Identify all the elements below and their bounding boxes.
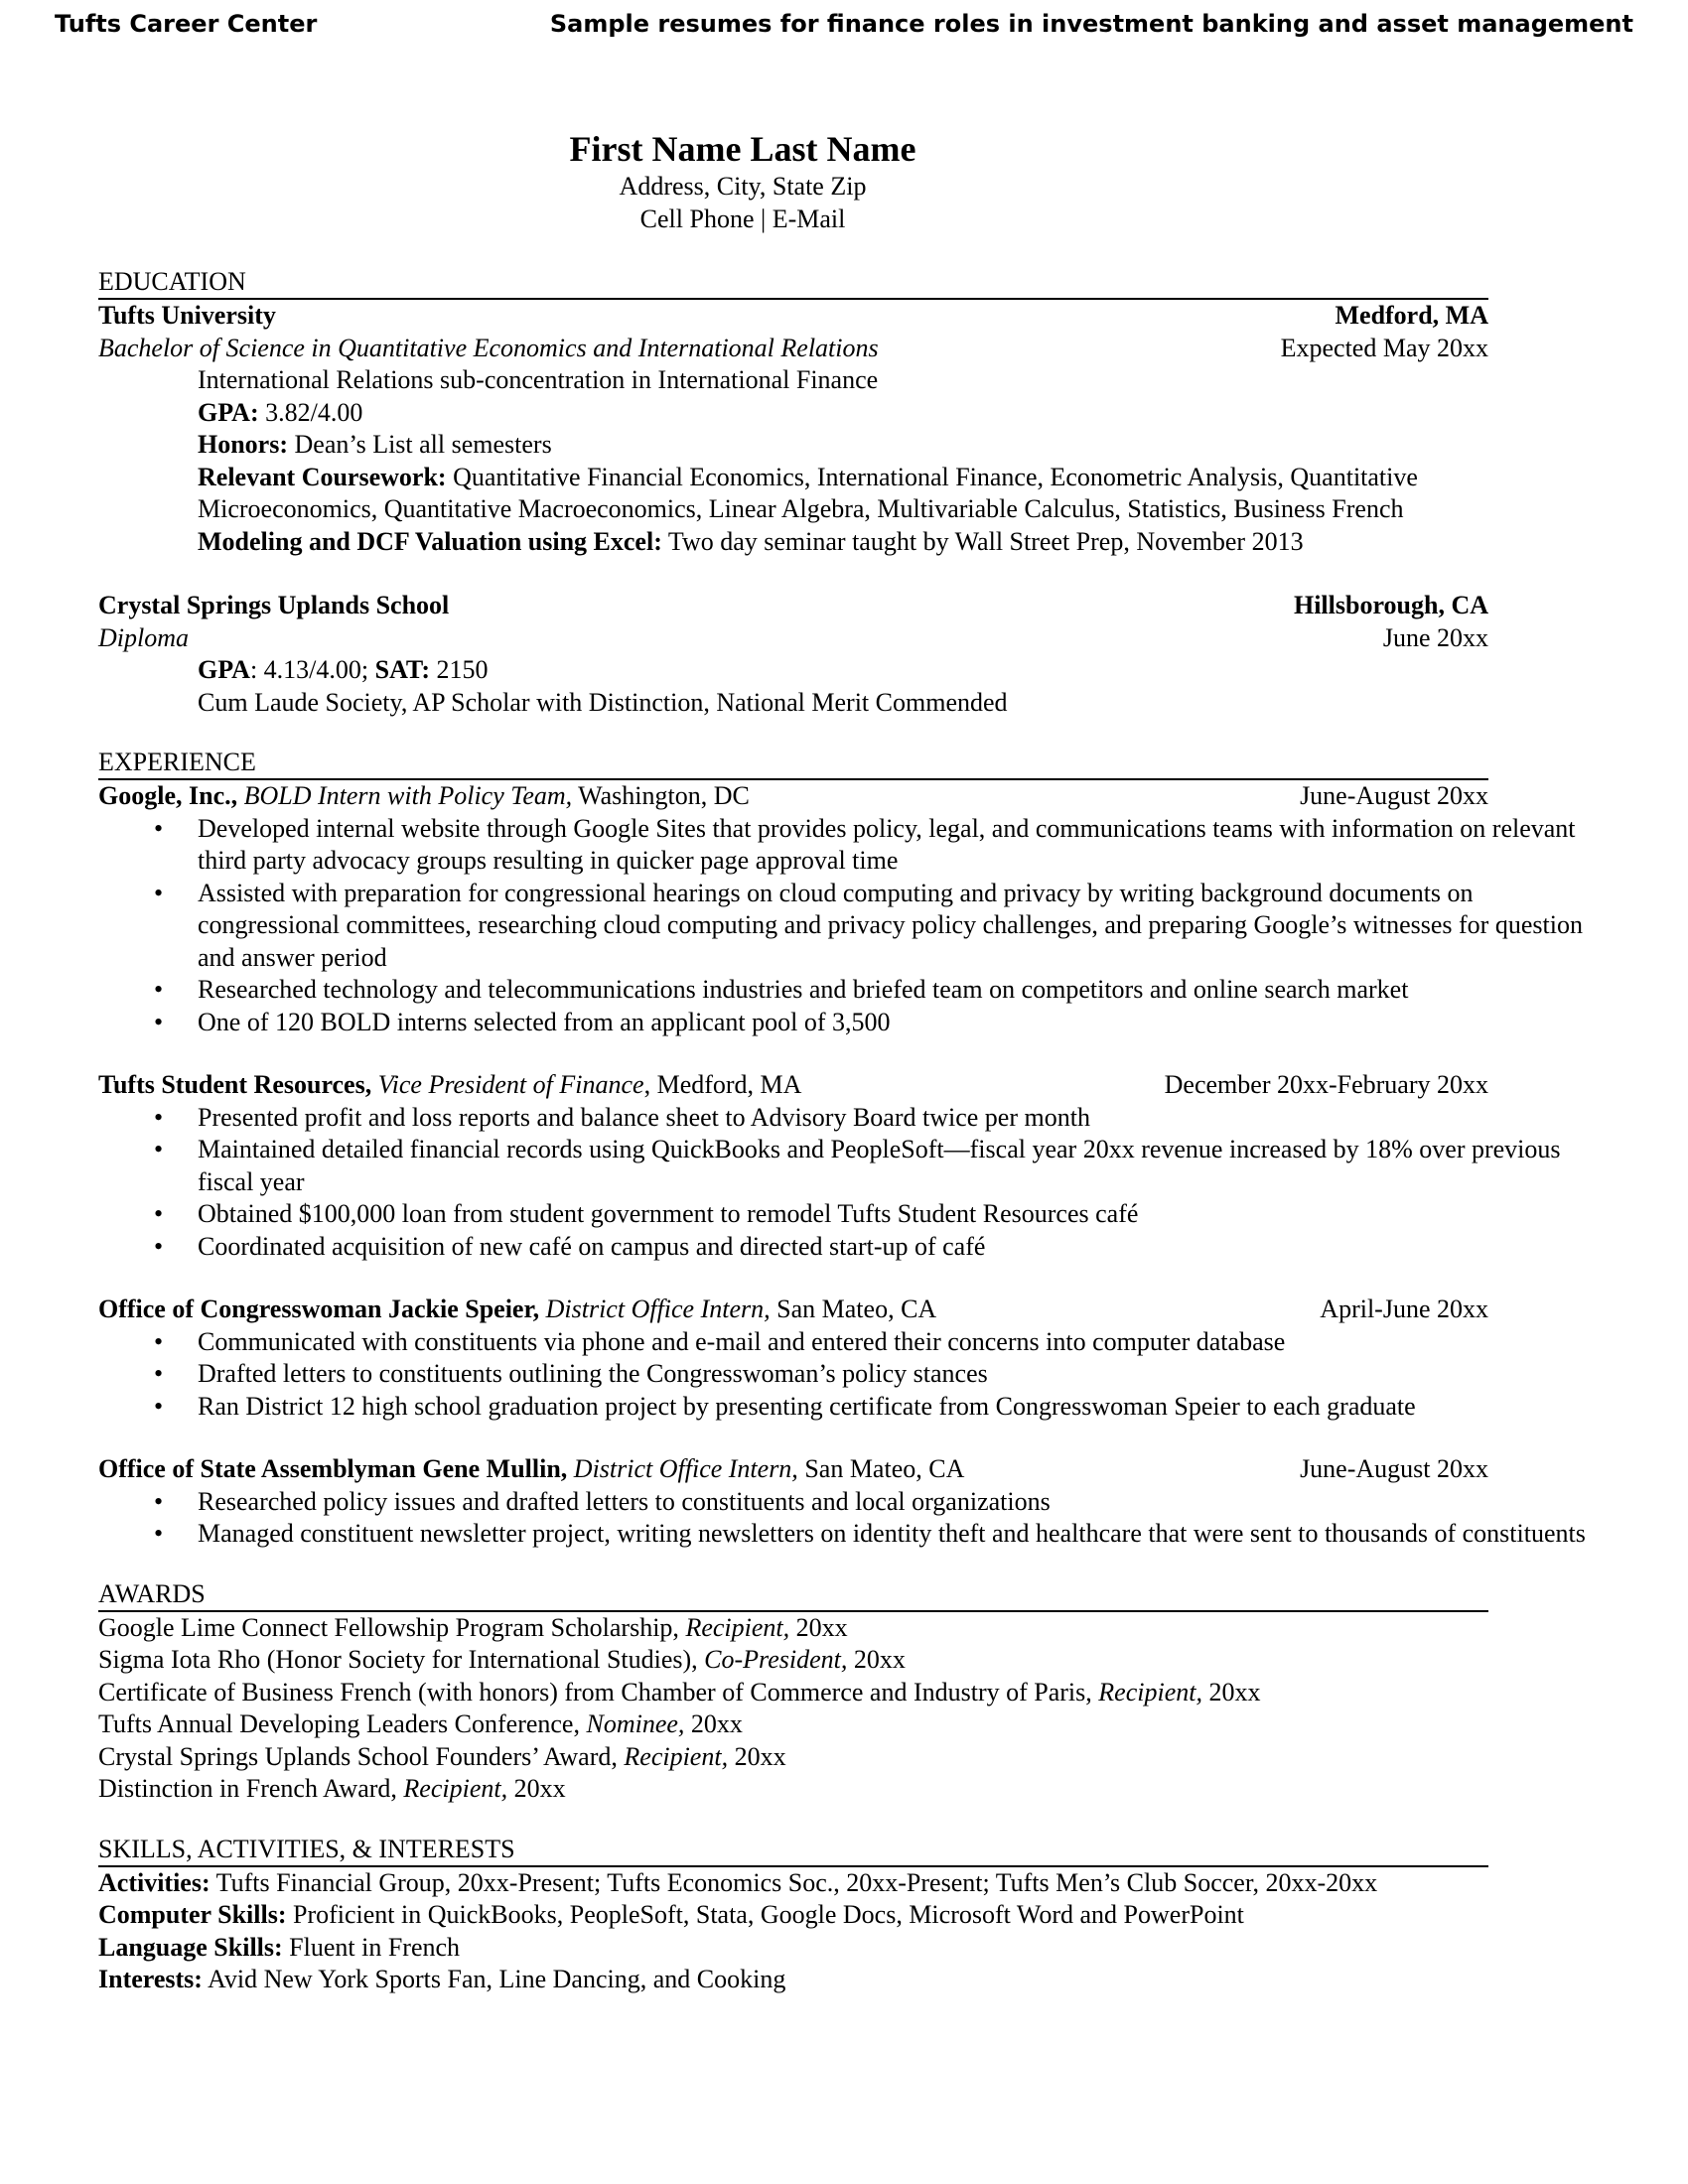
school-location: Medford, MA xyxy=(1335,301,1488,330)
job-heading xyxy=(98,1294,936,1326)
skill-label: Language Skills: xyxy=(98,1932,283,1962)
award-item xyxy=(98,1773,1488,1806)
modeling-line xyxy=(98,526,1488,559)
job-role: Vice President of Finance xyxy=(377,1070,644,1099)
skill-item xyxy=(98,1932,1488,1965)
coursework-line xyxy=(98,462,1588,526)
subconcentration: International Relations sub-concentration in International Finance xyxy=(198,365,879,394)
job-bullet: • Presented profit and loss reports and balance sheet to Advisory Board twice per month xyxy=(98,1102,1588,1135)
job-org: Google, Inc., xyxy=(98,781,238,810)
job-bullet: • Drafted letters to constituents outlining the Congresswoman’s policy stances xyxy=(98,1358,1588,1391)
job-bullet: • Researched policy issues and drafted letters to constituents and local organizations xyxy=(98,1486,1588,1519)
award-year: 20xx xyxy=(847,1645,906,1674)
degree: Bachelor of Science in Quantitative Economics and International Relations xyxy=(98,333,879,362)
skills-list xyxy=(98,1867,1488,1996)
school-location: Hillsborough, CA xyxy=(1293,591,1488,619)
award-role: Nominee, xyxy=(586,1709,685,1738)
gpa-value: 3.82/4.00 xyxy=(258,397,363,427)
coursework-label: Relevant Coursework: xyxy=(198,462,447,491)
award-role: Co-President, xyxy=(704,1645,848,1674)
job-bullet: • Communicated with constituents via phone and e-mail and entered their concerns into computer database xyxy=(98,1326,1588,1359)
job-date: April-June 20xx xyxy=(1320,1295,1488,1323)
award-name: Sigma Iota Rho (Honor Society for International Studies), xyxy=(98,1645,705,1674)
job-bullet: • Developed internal website through Google Sites that provides policy, legal, and communications teams with information on relevant third party advocacy groups resulting in quicker page approval time xyxy=(98,813,1588,878)
award-role: Recipient, xyxy=(624,1741,729,1771)
school-name: Tufts University xyxy=(98,301,276,330)
job-congresswoman-speier xyxy=(98,1294,1488,1423)
job-role: BOLD Intern with Policy Team, xyxy=(243,781,573,810)
gpa-value: : 4.13/4.00; xyxy=(249,655,375,684)
candidate-contact: Cell Phone | E-Mail xyxy=(639,204,846,233)
gpa-label: GPA: xyxy=(198,397,259,427)
awards-list xyxy=(98,1612,1488,1806)
job-date: June-August 20xx xyxy=(1300,1454,1488,1483)
job-role: District Office Intern, xyxy=(573,1454,798,1483)
award-year: 20xx xyxy=(728,1741,786,1771)
skill-value: Proficient in QuickBooks, PeopleSoft, Stata, Google Docs, Microsoft Word and PowerPoint xyxy=(286,1900,1244,1929)
award-name: Tufts Annual Developing Leaders Conference, xyxy=(98,1709,587,1738)
skill-item xyxy=(98,1964,1488,1996)
award-name: Certificate of Business French (with honors) from Chamber of Commerce and Industry of Paris, xyxy=(98,1677,1099,1706)
award-year: 20xx xyxy=(789,1612,848,1642)
job-location: San Mateo, CA xyxy=(797,1454,965,1483)
skill-value: Avid New York Sports Fan, Line Dancing, and Cooking xyxy=(202,1965,786,1993)
sat-label: SAT: xyxy=(374,655,431,684)
job-bullet: • Managed constituent newsletter project, writing newsletters on identity theft and healthcare that were sent to thousands of constituents xyxy=(98,1518,1588,1551)
degree-date: June 20xx xyxy=(1382,622,1488,652)
award-name: Crystal Springs Uplands School Founders’ Award, xyxy=(98,1741,625,1771)
job-location: Washington, DC xyxy=(572,781,750,810)
candidate-address: Address, City, State Zip xyxy=(619,172,867,201)
education-crystal-springs xyxy=(98,590,1488,719)
award-year: 20xx xyxy=(684,1709,743,1738)
modeling-label: Modeling and DCF Valuation using Excel: xyxy=(198,526,662,556)
skill-label: Computer Skills: xyxy=(98,1900,287,1929)
job-google xyxy=(98,780,1583,1038)
honors-label: Honors: xyxy=(198,430,288,459)
education-section-title: EDUCATION xyxy=(98,268,1488,300)
job-date: June-August 20xx xyxy=(1300,781,1488,810)
job-bullet: • One of 120 BOLD interns selected from an applicant pool of 3,500 xyxy=(98,1007,1588,1039)
header-right-title: Sample resumes for finance roles in investment banking and asset management xyxy=(549,10,1633,38)
award-year: 20xx xyxy=(1201,1677,1261,1706)
job-bullet: • Ran District 12 high school graduation project by presenting certificate from Congresswoman Speier to each graduate xyxy=(98,1391,1588,1424)
job-tufts-student-resources xyxy=(98,1069,1561,1263)
award-item xyxy=(98,1741,1488,1774)
honors-line xyxy=(98,429,1488,462)
honors-line: Cum Laude Society, AP Scholar with Distinction, National Merit Commended xyxy=(198,687,1008,717)
job-role: District Office Intern, xyxy=(545,1295,771,1323)
skill-item xyxy=(98,1867,1488,1900)
job-assemblyman-mullin xyxy=(98,1453,1586,1551)
award-item xyxy=(98,1644,1488,1677)
honors-value: Dean’s List all semesters xyxy=(288,430,552,459)
skill-label: Interests: xyxy=(98,1965,203,1993)
modeling-value: Two day seminar taught by Wall Street Prep, November 2013 xyxy=(661,526,1304,556)
awards-section-title: AWARDS xyxy=(98,1580,1488,1612)
award-year: 20xx xyxy=(507,1774,566,1803)
gpa-line xyxy=(98,397,1488,430)
job-heading xyxy=(98,1069,801,1102)
resume-body xyxy=(98,121,1586,1996)
skills-section-title: SKILLS, ACTIVITIES, & INTERESTS xyxy=(98,1836,1488,1867)
job-bullet: • Obtained $100,000 loan from student government to remodel Tufts Student Resources café xyxy=(98,1198,1588,1231)
award-item xyxy=(98,1708,1488,1741)
award-item xyxy=(98,1677,1488,1709)
job-bullet: • Maintained detailed financial records using QuickBooks and PeopleSoft—fiscal year 20xx revenue increased by 18% over previous fiscal year xyxy=(98,1134,1588,1198)
award-name: Google Lime Connect Fellowship Program Scholarship, xyxy=(98,1612,686,1642)
award-role: Recipient, xyxy=(403,1774,508,1803)
job-heading xyxy=(98,1453,964,1486)
skill-item xyxy=(98,1899,1488,1932)
skill-label: Activities: xyxy=(98,1867,211,1897)
skill-value: Fluent in French xyxy=(282,1932,461,1962)
skill-value: Tufts Financial Group, 20xx-Present; Tufts Economics Soc., 20xx-Present; Tufts Men’s Club Soccer, 20xx-20xx xyxy=(210,1867,1378,1897)
experience-section-title: EXPERIENCE xyxy=(98,749,1488,780)
job-heading xyxy=(98,780,750,813)
gpa-sat-line xyxy=(98,654,1488,687)
job-org: Office of Congresswoman Jackie Speier, xyxy=(98,1295,540,1323)
job-org: Office of State Assemblyman Gene Mullin, xyxy=(98,1454,568,1483)
job-date: December 20xx-February 20xx xyxy=(1164,1070,1488,1099)
job-bullet: • Assisted with preparation for congressional hearings on cloud computing and privacy by writing background documents on congressional committees, researching cloud computing and privacy policy challenges, and preparing Google’s witnesses for question and answer period xyxy=(98,878,1588,975)
education-tufts xyxy=(98,300,1488,558)
degree: Diploma xyxy=(98,622,189,652)
header-left-title: Tufts Career Center xyxy=(55,10,318,38)
award-role: Recipient, xyxy=(685,1612,790,1642)
award-role: Recipient, xyxy=(1098,1677,1202,1706)
candidate-name: First Name Last Name xyxy=(569,129,916,169)
degree-date: Expected May 20xx xyxy=(1280,333,1488,362)
sat-value: 2150 xyxy=(430,655,489,684)
school-name: Crystal Springs Uplands School xyxy=(98,591,450,619)
award-name: Distinction in French Award, xyxy=(98,1774,404,1803)
job-bullet: • Researched technology and telecommunications industries and briefed team on competitors and online search market xyxy=(98,974,1588,1007)
award-item xyxy=(98,1612,1488,1645)
gpa-label: GPA xyxy=(198,655,250,684)
coursework-value: Quantitative Financial Economics, International Finance, Econometric Analysis, Quantitative Microeconomics, Quantitative Macroeconomics, Linear Algebra, Multivariable Calculus, Statistics, Business French xyxy=(198,462,1418,523)
job-location: San Mateo, CA xyxy=(770,1295,937,1323)
job-bullet: • Coordinated acquisition of new café on campus and directed start-up of café xyxy=(98,1231,1588,1264)
job-org: Tufts Student Resources, xyxy=(98,1070,372,1099)
job-location: , Medford, MA xyxy=(643,1070,802,1099)
